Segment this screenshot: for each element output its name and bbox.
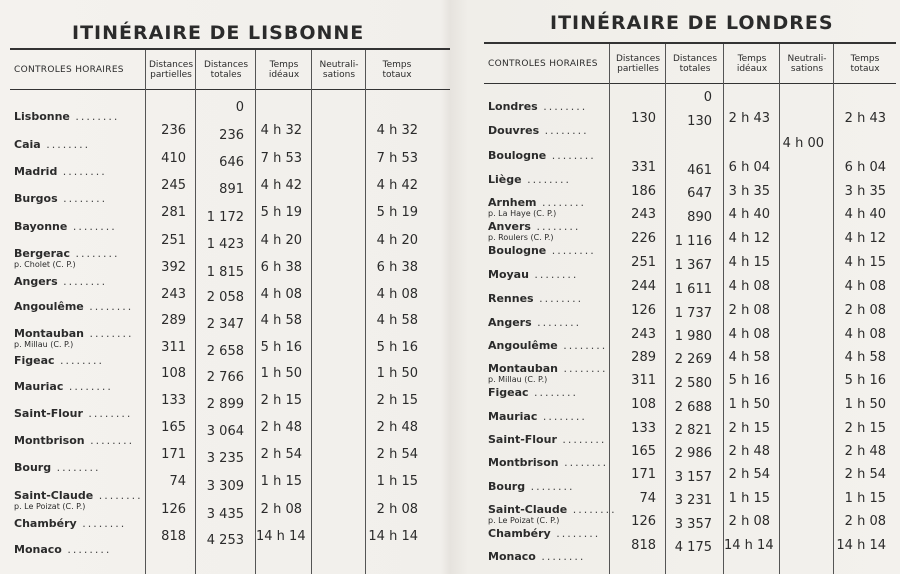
dot-leader: ........ [82,407,133,420]
ideal-time: 4 h 12 [728,231,770,246]
total-time: 4 h 58 [844,349,886,365]
dot-leader: ........ [40,138,91,151]
total-distance: 4 175 [674,540,712,555]
partial-distance: 74 [639,490,656,506]
total-time: 3 h 35 [844,183,886,199]
table-row [484,244,610,266]
dot-leader: ........ [61,543,112,556]
table-row [10,407,146,429]
column-header: Temps idéaux [736,54,768,74]
dot-leader: ........ [530,220,581,233]
partial-distance: 818 [161,529,186,544]
station-name: Anvers [488,220,531,233]
dot-leader: ........ [76,517,127,530]
station-name: Liège [488,173,522,186]
total-time: 4 h 40 [844,207,886,222]
total-distance: 4 253 [206,533,244,548]
total-time: 2 h 48 [844,443,886,459]
partial-distance: 311 [161,339,186,355]
table-row [10,275,146,297]
station-name: Figeac [14,354,55,367]
dot-leader: ........ [83,300,134,313]
dot-leader: ........ [54,354,105,367]
column-header: Distances partielles [148,60,194,80]
total-time: 6 h 38 [376,260,418,275]
total-distance: 646 [219,155,244,170]
column-header: Distances partielles [615,54,661,74]
table-row [484,503,617,525]
station-name: Monaco [14,543,62,556]
total-time: 4 h 08 [844,279,886,294]
dot-leader: ........ [83,327,134,340]
ideal-time: 1 h 15 [728,490,770,506]
total-distance: 2 688 [674,400,712,415]
ideal-time: 6 h 04 [728,160,770,175]
ideal-time: 2 h 48 [260,419,302,435]
total-distance: 3 235 [206,451,244,466]
total-time: 5 h 16 [376,339,418,355]
partial-distance: 226 [631,231,656,246]
station-name: Figeac [488,386,529,399]
column-divider [779,44,780,574]
partial-distance: 165 [631,443,656,459]
station-name: Londres [488,100,538,113]
station-name: Angers [14,275,58,288]
total-distance: 236 [219,128,244,143]
total-distance: 2 899 [206,397,244,412]
ideal-time: 2 h 54 [260,446,302,462]
partial-distance: 289 [631,349,656,365]
dot-leader: ........ [558,456,609,469]
station-name: Madrid [14,165,58,178]
station-name: Mauriac [14,380,64,393]
station-name: Chambéry [14,517,77,530]
station-name: Moyau [488,268,529,281]
total-time: 2 h 54 [844,467,886,482]
table-row [10,300,146,322]
table-row [10,327,146,349]
table-row [484,100,610,122]
itinerary-londres-title: ITINÉRAIRE DE LONDRES [550,12,834,34]
total-time: 2 h 54 [376,446,418,462]
table-row [484,410,610,432]
total-distance: 1 116 [674,234,712,249]
total-time: 5 h 16 [844,373,886,388]
ideal-time: 4 h 08 [728,326,770,342]
station-name: Saint-Claude [488,503,568,516]
total-time: 2 h 43 [844,111,886,126]
ideal-time: 4 h 40 [728,207,770,222]
total-distance: 2 269 [674,352,712,367]
partial-distance: 331 [631,160,656,175]
checkpoint-note: p. Le Poizat (C. P.) [14,502,86,511]
partial-distance: 243 [631,326,656,342]
total-time: 5 h 19 [376,205,418,220]
total-distance: 3 231 [674,493,712,508]
station-name: Monaco [488,550,536,563]
table-row [484,268,610,290]
partial-distance: 108 [631,397,656,412]
column-header: Temps totaux [382,60,412,80]
table-row [10,138,146,160]
total-distance: 2 347 [206,317,244,332]
total-time: 7 h 53 [376,150,418,166]
ideal-time: 2 h 43 [728,111,770,126]
ideal-time: 2 h 54 [728,467,770,482]
partial-distance: 243 [161,286,186,302]
station-name: Montauban [14,327,84,340]
table-row [484,433,610,455]
table-row [10,220,146,242]
checkpoint-note: p. Le Poizat (C. P.) [488,516,560,525]
table-row [484,550,610,572]
station-name: Mauriac [488,410,538,423]
station-name: Saint-Flour [14,407,83,420]
total-time: 2 h 08 [376,502,418,517]
station-name: Boulogne [488,244,547,257]
total-time: 4 h 15 [844,255,886,270]
table-row [484,292,610,314]
partial-distance: 311 [631,373,656,388]
column-divider [311,50,312,574]
total-distance: 0 [235,100,244,115]
total-time: 2 h 48 [376,419,418,435]
dot-leader: ........ [557,362,608,375]
table-row [10,247,146,269]
partial-distance: 126 [631,303,656,318]
station-name: Angers [488,316,532,329]
dot-leader: ........ [557,339,608,352]
ideal-time: 1 h 50 [260,366,302,381]
total-distance: 647 [687,186,712,201]
table-row [484,339,610,361]
ideal-time: 14 h 14 [256,529,306,544]
total-distance: 2 821 [674,423,712,438]
dot-leader: ........ [57,192,108,205]
dot-leader: ........ [550,527,601,540]
table-row [10,489,146,511]
table-row [484,316,610,338]
total-time: 4 h 12 [844,231,886,246]
table-row [484,173,610,195]
dot-leader: ........ [57,275,108,288]
ideal-time: 2 h 15 [728,420,770,436]
station-name: Montbrison [14,434,85,447]
table-row [484,362,610,384]
table-row [484,386,610,408]
dot-leader: ........ [531,316,582,329]
total-time: 4 h 08 [844,326,886,342]
dot-leader: ........ [63,380,113,393]
ideal-time: 3 h 35 [728,183,770,199]
dot-leader: ........ [93,489,143,502]
ideal-time: 2 h 15 [260,392,302,408]
partial-distance: 818 [631,537,656,553]
ideal-time: 5 h 16 [728,373,770,388]
table-row [484,480,610,502]
partial-distance: 251 [631,255,656,270]
total-distance: 1 980 [674,329,712,344]
ideal-time: 4 h 42 [260,177,302,193]
ideal-time: 2 h 08 [728,303,770,318]
partial-distance: 245 [161,177,186,193]
partial-distance: 130 [631,111,656,126]
total-distance: 3 064 [206,424,244,439]
station-name: Montbrison [488,456,559,469]
total-time: 4 h 58 [376,312,418,328]
station-name: Saint-Flour [488,433,557,446]
checkpoint-note: p. Millau (C. P.) [488,375,548,384]
partial-distance: 133 [161,392,186,408]
dot-leader: ........ [67,220,117,233]
total-distance: 891 [219,182,244,197]
total-distance: 461 [687,163,712,178]
ideal-time: 5 h 16 [260,339,302,355]
dot-leader: ........ [536,196,587,209]
table-row [484,196,610,218]
station-name: Douvres [488,124,540,137]
ideal-time: 1 h 50 [728,397,770,412]
total-time: 14 h 14 [836,537,886,553]
total-distance: 2 766 [206,370,244,385]
station-name: Bourg [488,480,526,493]
total-distance: 1 172 [206,210,244,225]
ideal-time: 2 h 48 [728,443,770,459]
dot-leader: ........ [69,247,120,260]
total-distance: 1 367 [674,258,712,273]
ideal-time: 7 h 53 [260,150,302,166]
ideal-time: 14 h 14 [724,537,774,553]
table-row [10,354,146,376]
total-distance: 1 815 [206,265,244,280]
total-distance: 2 658 [206,344,244,359]
partial-distance: 236 [161,123,186,138]
dot-leader: ........ [556,433,607,446]
dot-leader: ........ [528,268,579,281]
dot-leader: ........ [51,461,101,474]
station-name: Saint-Claude [14,489,94,502]
table-row [484,149,610,171]
partial-distance: 410 [161,150,186,166]
ideal-time: 4 h 58 [728,349,770,365]
dot-leader: ........ [533,292,584,305]
total-distance: 3 435 [206,507,244,522]
column-header: CONTROLES HORAIRES [488,59,598,69]
dot-leader: ........ [567,503,617,516]
partial-distance: 251 [161,232,186,248]
dot-leader: ........ [525,480,575,493]
partial-distance: 165 [161,419,186,435]
dot-leader: ........ [537,100,588,113]
ideal-time: 4 h 15 [728,255,770,270]
ideal-time: 4 h 08 [260,286,302,302]
total-time: 2 h 15 [844,420,886,436]
total-time: 14 h 14 [368,529,418,544]
total-distance: 2 058 [206,290,244,305]
column-header: Neutrali- sations [787,54,827,74]
total-time: 4 h 42 [376,177,418,193]
partial-distance: 281 [161,205,186,220]
station-name: Arnhem [488,196,537,209]
total-distance: 0 [703,90,712,105]
table-row [10,517,146,539]
partial-distance: 244 [631,279,656,294]
column-header: Distances totales [203,60,249,80]
itinerary-lisbonne-title: ITINÉRAIRE DE LISBONNE [72,22,365,44]
total-time: 2 h 15 [376,392,418,408]
total-distance: 1 611 [674,282,712,297]
dot-leader: ........ [57,165,107,178]
station-name: Montauban [488,362,558,375]
partial-distance: 289 [161,312,186,328]
table-row [10,543,146,565]
table-row [484,527,610,549]
ideal-time: 4 h 32 [260,123,302,138]
dot-leader: ........ [528,386,579,399]
station-name: Rennes [488,292,534,305]
station-name: Bourg [14,461,52,474]
dot-leader: ........ [537,410,587,423]
ideal-time: 2 h 08 [728,514,770,529]
ideal-time: 4 h 08 [728,279,770,294]
dot-leader: ........ [535,550,586,563]
column-header: CONTROLES HORAIRES [14,65,124,75]
station-name: Angoulême [488,339,558,352]
partial-distance: 108 [161,366,186,381]
total-distance: 130 [687,114,712,129]
total-distance: 2 986 [674,446,712,461]
column-header: Neutrali- sations [319,60,359,80]
table-row [10,165,146,187]
dot-leader: ........ [546,149,596,162]
total-distance: 3 309 [206,479,244,494]
ideal-time: 2 h 08 [260,502,302,517]
ideal-time: 1 h 15 [260,474,302,489]
total-time: 2 h 08 [844,303,886,318]
checkpoint-note: p. Roulers (C. P.) [488,233,554,242]
total-distance: 1 737 [674,306,712,321]
table-row [10,461,146,483]
dot-leader: ........ [69,110,120,123]
checkpoint-note: p. Cholet (C. P.) [14,260,76,269]
table-row [10,380,146,402]
ideal-time: 4 h 20 [260,232,302,248]
ideal-time: 4 h 58 [260,312,302,328]
column-header: Distances totales [672,54,718,74]
column-header: Temps totaux [850,54,880,74]
checkpoint-note: p. Millau (C. P.) [14,340,74,349]
dot-leader: ........ [546,244,596,257]
station-name: Bergerac [14,247,70,260]
partial-distance: 133 [631,420,656,436]
total-distance: 3 157 [674,470,712,485]
partial-distance: 392 [161,260,186,275]
total-time: 1 h 50 [844,397,886,412]
total-distance: 3 357 [674,517,712,532]
total-time: 1 h 15 [376,474,418,489]
total-distance: 2 580 [674,376,712,391]
table-header [10,48,450,90]
checkpoint-note: p. La Haye (C. P.) [488,209,557,218]
partial-distance: 126 [631,514,656,529]
station-name: Angoulême [14,300,84,313]
dot-leader: ........ [84,434,135,447]
table-row [484,220,610,242]
table-row [10,110,146,132]
station-name: Burgos [14,192,58,205]
total-time: 4 h 08 [376,286,418,302]
total-distance: 890 [687,210,712,225]
neutralisation-time: 4 h 00 [782,135,824,151]
total-time: 1 h 50 [376,366,418,381]
total-time: 2 h 08 [844,514,886,529]
dot-leader: ........ [539,124,589,137]
partial-distance: 171 [631,467,656,482]
total-time: 6 h 04 [844,160,886,175]
station-name: Boulogne [488,149,547,162]
station-name: Caia [14,138,41,151]
station-name: Lisbonne [14,110,70,123]
ideal-time: 6 h 38 [260,260,302,275]
column-header: Temps idéaux [268,60,300,80]
table-row [10,192,146,214]
total-time: 4 h 32 [376,123,418,138]
total-time: 4 h 20 [376,232,418,248]
total-distance: 1 423 [206,237,244,252]
table-header [484,42,896,84]
table-row [10,434,146,456]
partial-distance: 171 [161,446,186,462]
total-time: 1 h 15 [844,490,886,506]
station-name: Bayonne [14,220,68,233]
partial-distance: 186 [631,183,656,199]
dot-leader: ........ [521,173,572,186]
station-name: Chambéry [488,527,551,540]
table-row [484,456,610,478]
partial-distance: 126 [161,502,186,517]
partial-distance: 74 [169,474,186,489]
table-row [484,124,610,146]
partial-distance: 243 [631,207,656,222]
ideal-time: 5 h 19 [260,205,302,220]
